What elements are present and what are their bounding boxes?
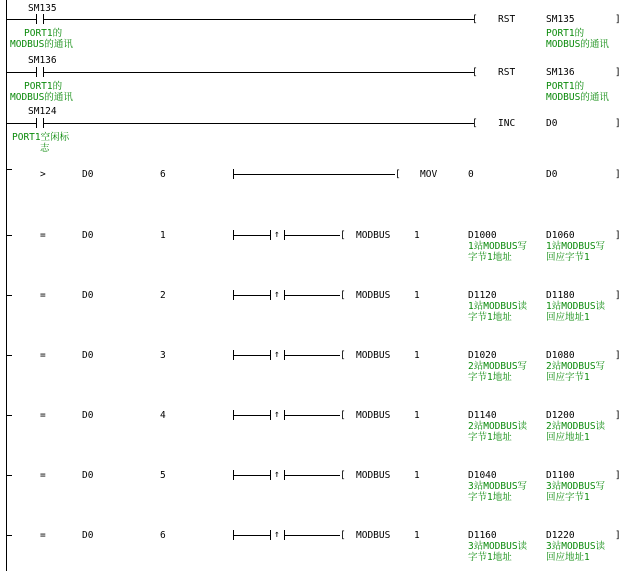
compare-val[interactable]: 2	[160, 290, 166, 301]
instruction[interactable]: RST	[498, 67, 516, 78]
rising-edge-icon: ↑	[274, 349, 280, 360]
bracket-left: [	[472, 14, 478, 25]
operand[interactable]: D1040	[468, 470, 497, 481]
operand[interactable]: D1180	[546, 290, 575, 301]
operand[interactable]: 1	[414, 350, 420, 361]
compare-op[interactable]: >	[40, 169, 46, 180]
left-power-rail	[6, 0, 7, 571]
operand-comment: 字节1地址	[468, 252, 512, 263]
operand[interactable]: D1140	[468, 410, 497, 421]
operand[interactable]: D1000	[468, 230, 497, 241]
compare-op[interactable]: =	[40, 530, 46, 541]
instruction[interactable]: MODBUS	[356, 350, 391, 361]
operand-comment: 回应地址1	[546, 312, 590, 323]
comment: PORT1空闲标	[12, 132, 70, 143]
rising-edge-icon: ↑	[274, 289, 280, 300]
operand-comment: 2站MODBUS写	[468, 361, 528, 372]
operand-comment: 回应字节1	[546, 372, 590, 383]
compare-val[interactable]: 6	[160, 169, 166, 180]
operand-comment: 2站MODBUS读	[468, 421, 528, 432]
instruction[interactable]: MODBUS	[356, 410, 391, 421]
operand[interactable]: 1	[414, 530, 420, 541]
compare-op[interactable]: =	[40, 470, 46, 481]
bracket-left: [	[340, 290, 346, 301]
compare-reg[interactable]: D0	[82, 230, 94, 241]
operand-comment: MODBUS的通讯	[546, 92, 609, 103]
operand[interactable]: D1120	[468, 290, 497, 301]
operand-comment: PORT1的	[546, 81, 585, 92]
compare-reg[interactable]: D0	[82, 470, 94, 481]
comment: MODBUS的通讯	[10, 92, 73, 103]
operand-comment: PORT1的	[546, 28, 585, 39]
compare-op[interactable]: =	[40, 410, 46, 421]
operand-comment: 1站MODBUS写	[546, 241, 606, 252]
comment: PORT1的	[24, 81, 63, 92]
rising-edge-icon: ↑	[274, 229, 280, 240]
instruction[interactable]: MODBUS	[356, 230, 391, 241]
operand-comment: 字节1地址	[468, 432, 512, 443]
operand[interactable]: D0	[546, 118, 558, 129]
operand-comment: 回应地址1	[546, 432, 590, 443]
instruction[interactable]: INC	[498, 118, 516, 129]
operand-comment: 1站MODBUS读	[546, 301, 606, 312]
comment: 志	[40, 143, 50, 154]
bracket-right: ]	[615, 14, 621, 25]
operand-comment: 字节1地址	[468, 552, 512, 563]
operand[interactable]: D1200	[546, 410, 575, 421]
bracket-left: [	[340, 350, 346, 361]
compare-val[interactable]: 6	[160, 530, 166, 541]
compare-reg[interactable]: D0	[82, 169, 94, 180]
operand-comment: 3站MODBUS读	[468, 541, 528, 552]
bracket-right: ]	[615, 350, 621, 361]
operand[interactable]: D1160	[468, 530, 497, 541]
bracket-right: ]	[615, 470, 621, 481]
bracket-left: [	[340, 470, 346, 481]
bracket-right: ]	[615, 410, 621, 421]
operand-comment: 回应字节1	[546, 492, 590, 503]
contact-label: SM136	[28, 55, 57, 66]
operand-comment: 2站MODBUS读	[546, 421, 606, 432]
operand[interactable]: D1220	[546, 530, 575, 541]
operand-comment: 字节1地址	[468, 372, 512, 383]
rising-edge-icon: ↑	[274, 409, 280, 420]
bracket-right: ]	[615, 530, 621, 541]
contact-label: SM135	[28, 3, 57, 14]
bracket-left: [	[340, 230, 346, 241]
contact-symbol[interactable]	[36, 14, 37, 24]
instruction[interactable]: MODBUS	[356, 470, 391, 481]
contact-symbol[interactable]	[36, 67, 37, 77]
operand[interactable]: SM135	[546, 14, 575, 25]
instruction[interactable]: MOV	[420, 169, 438, 180]
compare-reg[interactable]: D0	[82, 530, 94, 541]
bracket-right: ]	[615, 230, 621, 241]
comment: MODBUS的通讯	[10, 39, 73, 50]
operand-comment: 3站MODBUS写	[546, 481, 606, 492]
operand[interactable]: D1020	[468, 350, 497, 361]
operand-comment: 3站MODBUS读	[546, 541, 606, 552]
compare-val[interactable]: 5	[160, 470, 166, 481]
rising-edge-icon: ↑	[274, 529, 280, 540]
compare-op[interactable]: =	[40, 230, 46, 241]
compare-val[interactable]: 1	[160, 230, 166, 241]
rising-edge-icon: ↑	[274, 469, 280, 480]
compare-reg[interactable]: D0	[82, 350, 94, 361]
operand-comment: 2站MODBUS写	[546, 361, 606, 372]
operand-comment: 字节1地址	[468, 492, 512, 503]
instruction[interactable]: MODBUS	[356, 530, 391, 541]
operand-comment: 3站MODBUS写	[468, 481, 528, 492]
comment: PORT1的	[24, 28, 63, 39]
operand[interactable]: D1100	[546, 470, 575, 481]
compare-reg[interactable]: D0	[82, 290, 94, 301]
operand[interactable]: 1	[414, 470, 420, 481]
operand[interactable]: SM136	[546, 67, 575, 78]
compare-op[interactable]: =	[40, 290, 46, 301]
operand[interactable]: D1060	[546, 230, 575, 241]
operand[interactable]: 1	[414, 290, 420, 301]
operand[interactable]: 1	[414, 410, 420, 421]
operand-comment: 1站MODBUS读	[468, 301, 528, 312]
compare-reg[interactable]: D0	[82, 410, 94, 421]
operand-comment: 回应字节1	[546, 252, 590, 263]
compare-val[interactable]: 3	[160, 350, 166, 361]
operand[interactable]: D1080	[546, 350, 575, 361]
bracket-left: [	[340, 410, 346, 421]
operand[interactable]: D0	[546, 169, 558, 180]
operand-comment: 1站MODBUS写	[468, 241, 528, 252]
compare-op[interactable]: =	[40, 350, 46, 361]
contact-symbol[interactable]	[36, 118, 37, 128]
operand-comment: 回应地址1	[546, 552, 590, 563]
bracket-left: [	[340, 530, 346, 541]
operand[interactable]: 0	[468, 169, 474, 180]
operand-comment: MODBUS的通讯	[546, 39, 609, 50]
instruction[interactable]: MODBUS	[356, 290, 391, 301]
compare-val[interactable]: 4	[160, 410, 166, 421]
operand-comment: 字节1地址	[468, 312, 512, 323]
bracket-right: ]	[615, 290, 621, 301]
contact-label: SM124	[28, 106, 57, 117]
operand[interactable]: 1	[414, 230, 420, 241]
instruction[interactable]: RST	[498, 14, 516, 25]
